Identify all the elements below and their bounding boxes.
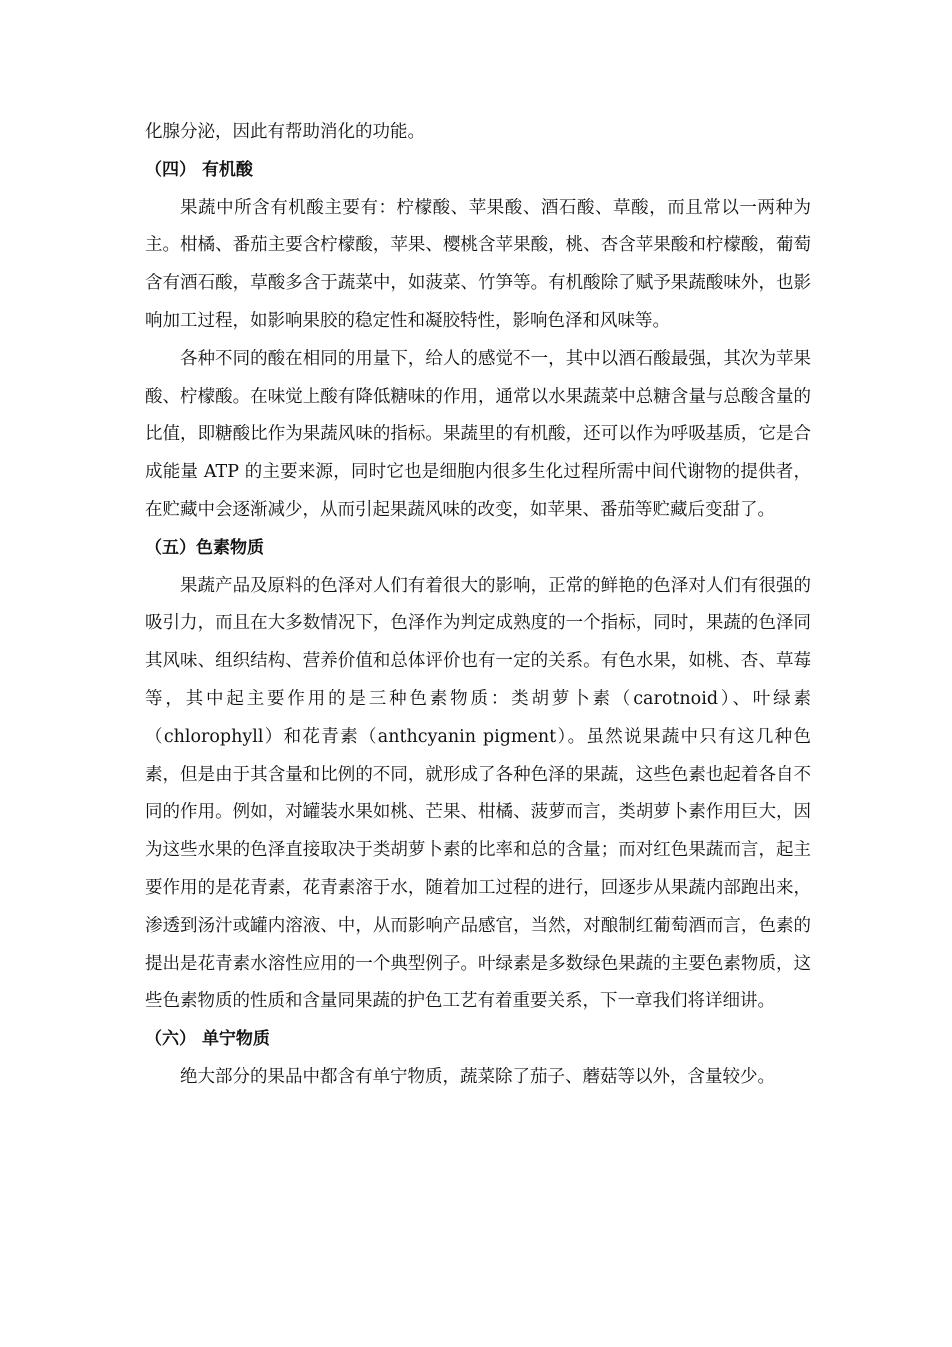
paragraph-pigments: 果蔬产品及原料的色泽对人们有着很大的影响，正常的鲜艳的色泽对人们有很强的吸引力，而且在大多数情况下，色泽作为判定成熟度的一个指标，同时，果蔬的色泽同其风味、组织结构、营养价值和总体评价也有一定的关系。有色水果，如桃、杏、草莓等，其中起主要作用的是三种色素物质：类胡萝卜素（carotnoid）、叶绿素（chlorophyll）和花青素（anthcyanin pigment）。虽然说果蔬中只有这几种色素，但是由于其含量和比例的不同，就形成了各种色泽的果蔬，这些色素也起着各自不同的作用。例如，对罐装水果如桃、芒果、柑橘、菠萝而言，类胡萝卜素作用巨大，因为这些水果的色泽直接取决于类胡萝卜素的比率和总的含量；而对红色果蔬而言，起主要作用的是花青素，花青素溶于水，随着加工过程的进行，回逐步从果蔬内部跑出来，渗透到汤汁或罐内溶液、中，从而影响产品感官，当然，对酿制红葡萄酒而言，色素的提出是花青素水溶性应用的一个典型例子。叶绿素是多数绿色果蔬的主要色素物质，这些色素物质的性质和含量同果蔬的护色工艺有着重要关系，下一章我们将详细讲。 (145, 575, 811, 1012)
paragraph-organic-acids-types: 果蔬中所含有机酸主要有：柠檬酸、苹果酸、酒石酸、草酸，而且常以一两种为主。柑橘、番茄主要含柠檬酸，苹果、樱桃含苹果酸，桃、杏含苹果酸和柠檬酸，葡萄含有酒石酸，草酸多含于蔬菜中，如菠菜、竹笋等。有机酸除了赋予果蔬酸味外，也影响加工过程，如影响果胶的稳定性和凝胶特性，影响色泽和风味等。 (145, 197, 811, 331)
section-number: （五） (145, 537, 196, 558)
section-title: 单宁物质 (201, 1029, 270, 1050)
page-body (145, 114, 811, 1097)
section-title: 色素物质 (196, 537, 264, 558)
section-heading-pigments (145, 530, 811, 568)
section-heading-organic-acids (145, 152, 811, 190)
section-title: 有机酸 (201, 159, 253, 180)
section-number: （四） (145, 159, 196, 180)
paragraph-tannins: 绝大部分的果品中都含有单宁物质，蔬菜除了茄子、蘑菇等以外，含量较少。 (180, 1066, 775, 1087)
section-heading-tannins (145, 1021, 811, 1059)
paragraph-continuation: 化腺分泌，因此有帮助消化的功能。 (145, 122, 425, 142)
section-number: （六） (145, 1029, 196, 1050)
paragraph-organic-acids-taste: 各种不同的酸在相同的用量下，给人的感觉不一，其中以酒石酸最强，其次为苹果酸、柠檬酸。在味觉上酸有降低糖味的作用，通常以水果蔬菜中总糖含量与总酸含量的比值，即糖酸比作为果蔬风味的指标。果蔬里的有机酸，还可以作为呼吸基质，它是合成能量 ATP 的主要来源，同时它也是细胞内很多生化过程所需中间代谢物的提供者，在贮藏中会逐渐减少，从而引起果蔬风味的改变，如苹果、番茄等贮藏后变甜了。 (145, 348, 811, 520)
